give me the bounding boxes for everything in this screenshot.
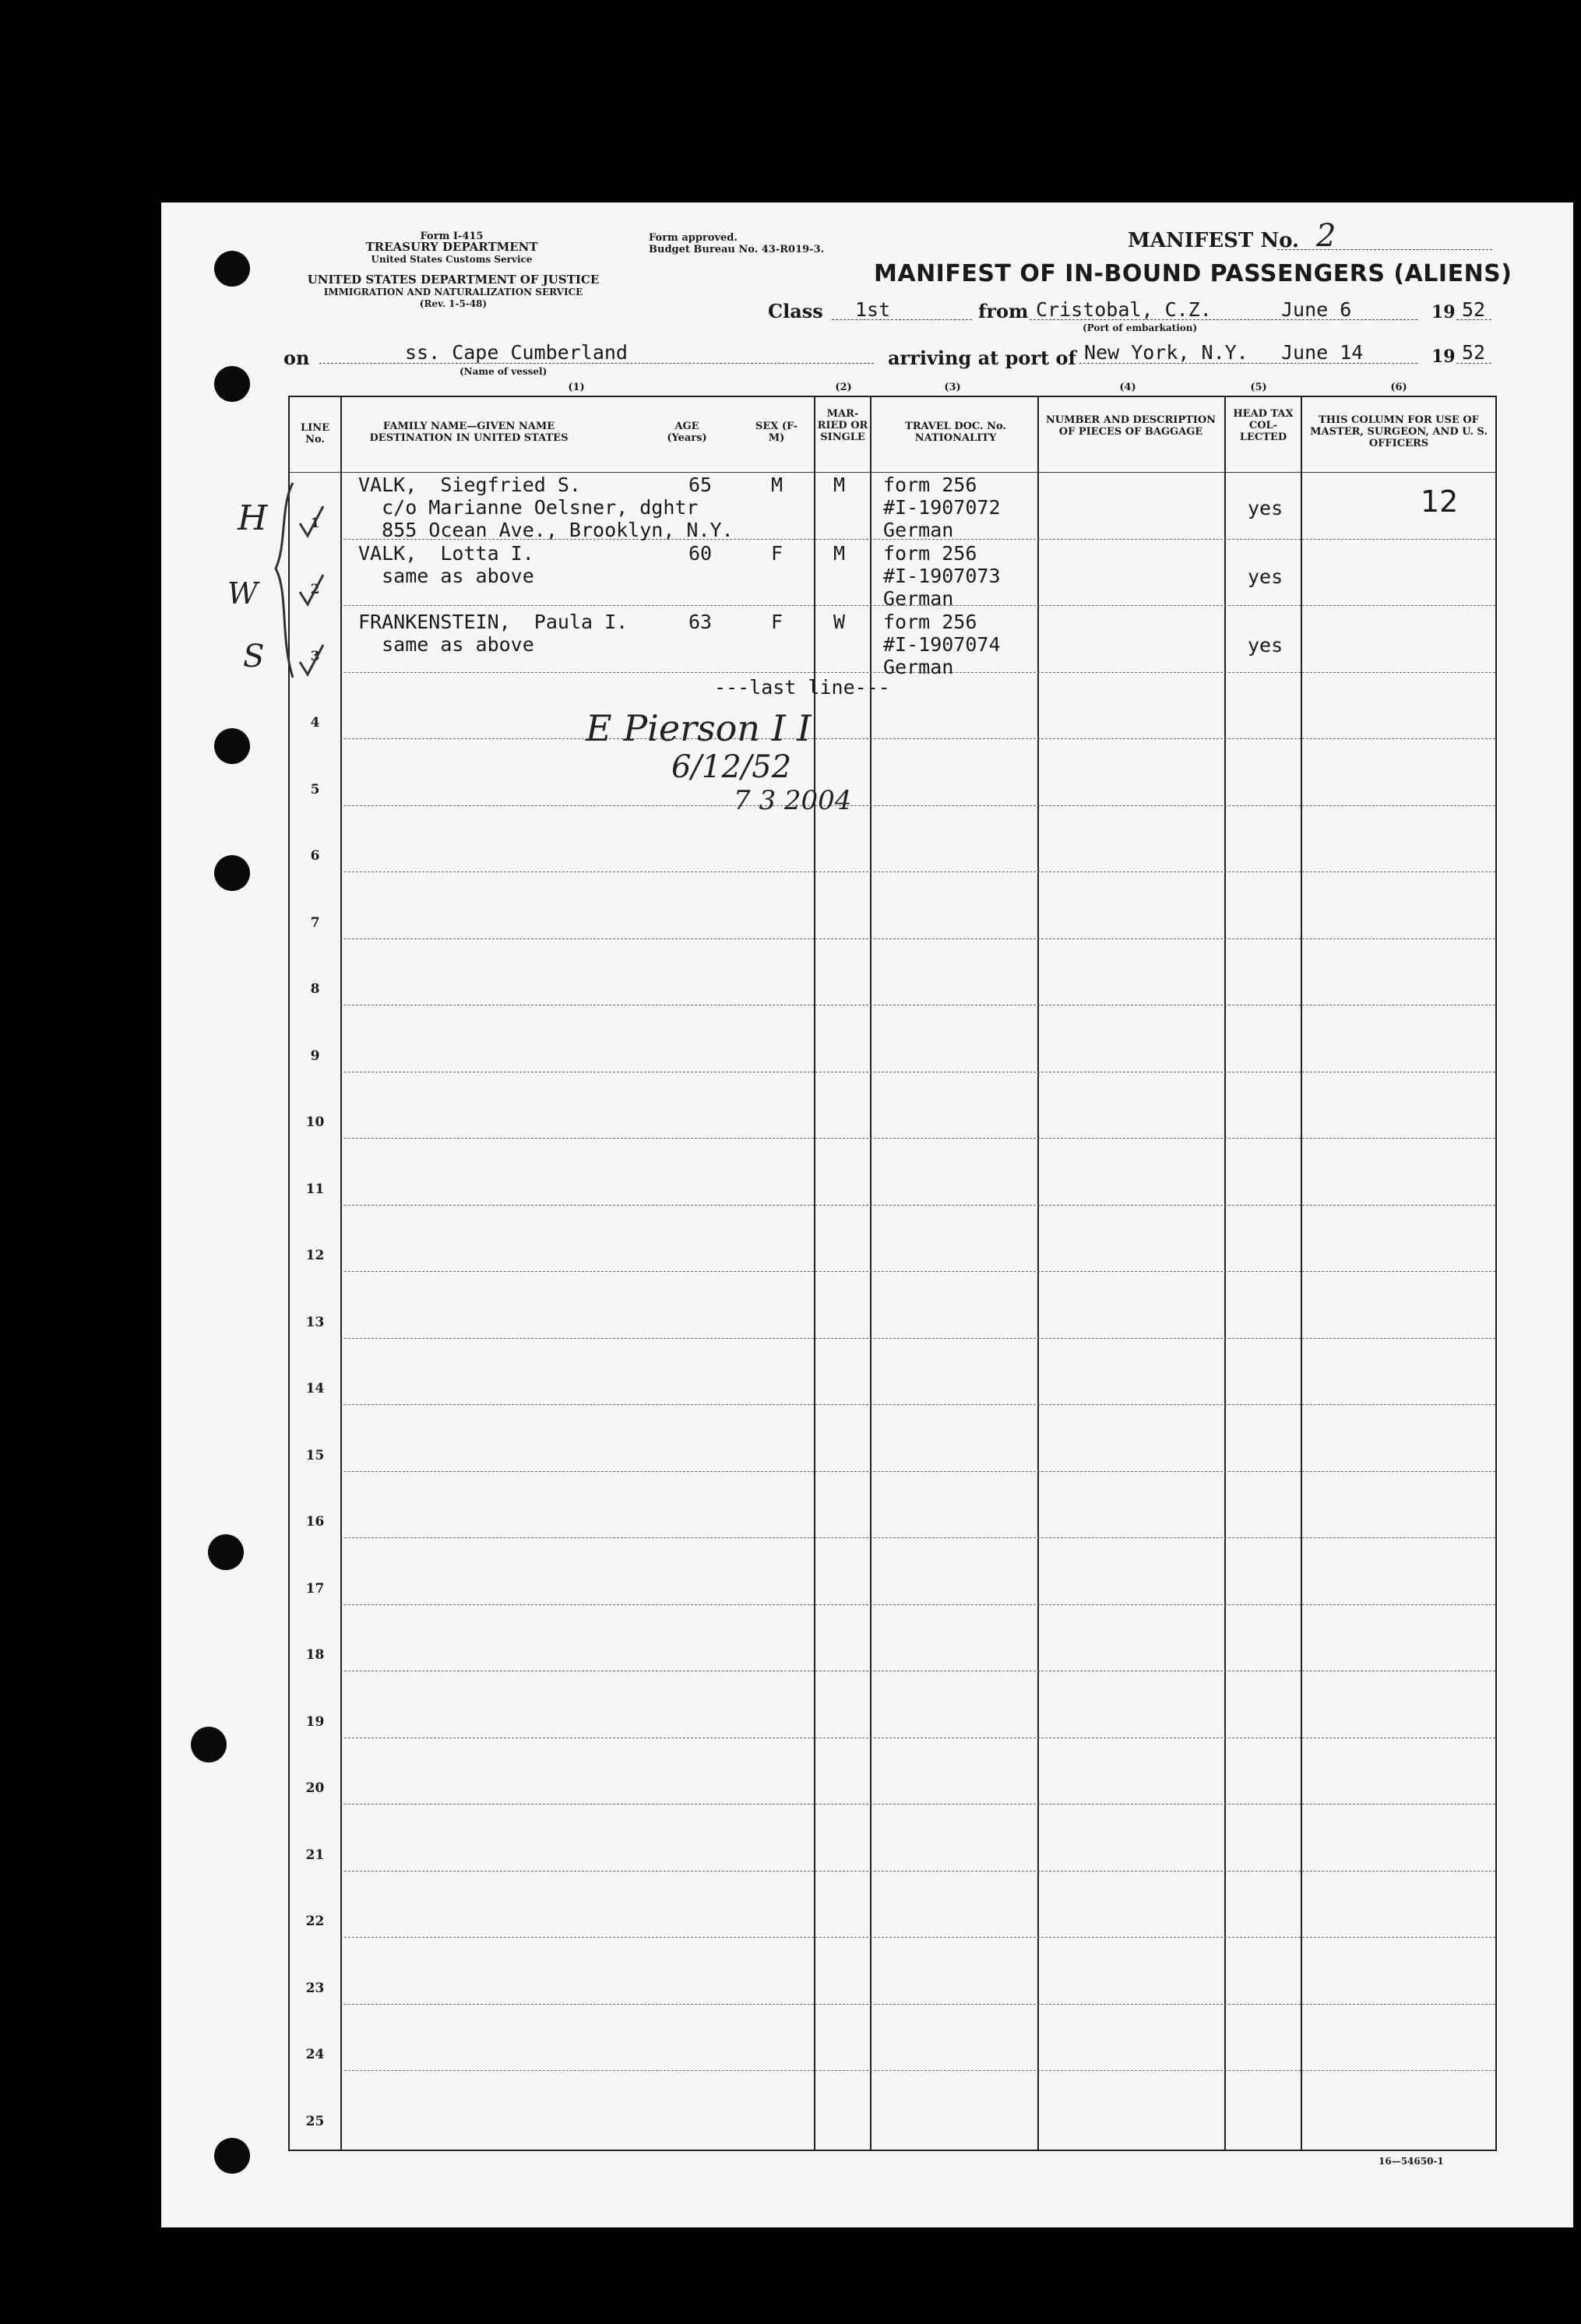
line-number: 3: [310, 648, 320, 664]
punch-hole: [191, 1727, 227, 1762]
row-divider: [340, 1138, 1495, 1139]
passenger-2-travel: form 256 #I-1907073 German: [883, 542, 1001, 610]
col-header-headtax: HEAD TAX COL-LECTED: [1233, 408, 1294, 443]
row-divider: [340, 1271, 1495, 1272]
justice-dept: UNITED STATES DEPARTMENT OF JUSTICE: [307, 273, 600, 287]
line-number: 24: [305, 2047, 325, 2062]
line-number: 4: [310, 715, 320, 731]
signature-date: 6/12/52: [671, 749, 792, 785]
revision: (Rev. 1-5-48): [419, 298, 488, 309]
col-divider: [814, 397, 815, 2150]
from-year-line: [1456, 319, 1491, 320]
vessel-line: [319, 363, 874, 364]
port-embarkation-caption: (Port of embarkation): [1083, 322, 1198, 333]
col-num-2: (2): [835, 382, 852, 393]
row-divider: [340, 1404, 1495, 1405]
arrival-port: New York, N.Y.: [1084, 341, 1248, 364]
passenger-1-age: 65: [688, 474, 713, 496]
line-number: 17: [305, 1580, 325, 1597]
passenger-2-marital: M: [833, 542, 846, 565]
arrival-year: 52: [1462, 341, 1486, 364]
passenger-1-sex: M: [771, 474, 783, 496]
row-divider: [340, 1205, 1495, 1206]
line-number: 18: [305, 1647, 325, 1663]
passenger-3-headtax: yes: [1248, 634, 1283, 657]
row-divider: [340, 938, 1495, 939]
arrival-date: June 14: [1281, 341, 1364, 364]
line-number: 16: [305, 1514, 325, 1530]
from-line: [1030, 319, 1417, 320]
inspector-signature: E Pierson I I: [586, 707, 812, 749]
passenger-2-age: 60: [688, 542, 713, 565]
row-divider: [340, 1338, 1495, 1339]
row-divider: [340, 1471, 1495, 1472]
line-number: 21: [305, 1847, 325, 1863]
from-label: from: [978, 300, 1029, 322]
from-year-prefix: 19: [1431, 302, 1456, 322]
row-divider: [340, 2004, 1495, 2005]
punch-hole: [208, 1534, 244, 1570]
col-num-5: (5): [1250, 382, 1267, 393]
passenger-2-headtax: yes: [1248, 565, 1283, 588]
col-divider: [1301, 397, 1302, 2150]
col-num-1: (1): [568, 382, 585, 393]
passenger-3-marital: W: [833, 611, 846, 633]
row-divider: [340, 2070, 1495, 2071]
on-label: on: [283, 347, 310, 369]
passenger-3-name: FRANKENSTEIN, Paula I. same as above: [358, 611, 629, 656]
margin-mark-s: S: [243, 639, 265, 674]
col-header-travel: TRAVEL DOC. No. NATIONALITY: [905, 421, 1006, 444]
line-number: 5: [310, 781, 320, 798]
line-number: 12: [305, 1248, 325, 1263]
margin-brace-checks: [265, 475, 350, 685]
arrival-line: [1079, 363, 1417, 364]
passenger-1-officer: 12: [1421, 484, 1459, 519]
col-header-married: MAR-RIED OR SINGLE: [817, 408, 868, 443]
line-number: 15: [305, 1447, 325, 1463]
col-header-name: FAMILY NAME—GIVEN NAME DESTINATION IN UNITED STATES: [369, 421, 569, 444]
passenger-1-headtax: yes: [1248, 497, 1283, 519]
treasury-dept: TREASURY DEPARTMENT: [365, 240, 538, 254]
from-date: June 6: [1281, 298, 1352, 321]
from-year: 52: [1462, 298, 1486, 321]
line-number: 13: [305, 1314, 325, 1330]
col-divider: [1224, 397, 1226, 2150]
passenger-3-sex: F: [771, 611, 783, 633]
arrival-year-line: [1456, 363, 1491, 364]
last-line-marker: ---last line---: [714, 676, 890, 699]
col-header-age: AGE (Years): [667, 421, 707, 444]
punch-hole: [214, 855, 250, 891]
manifest-no-label: MANIFEST No.: [1128, 229, 1300, 252]
passenger-1-travel: form 256 #I-1907072 German: [883, 474, 1001, 541]
line-number: 8: [310, 981, 320, 997]
passenger-2-sex: F: [771, 542, 783, 565]
line-number: 25: [305, 2113, 325, 2129]
arriving-label: arriving at port of: [888, 347, 1076, 369]
manifest-no-value: 2: [1316, 218, 1336, 254]
margin-mark-h: H: [238, 498, 268, 538]
passenger-1-name: VALK, Siegfried S. c/o Marianne Oelsner, dghtr 855 Ocean Ave., Brooklyn, N.Y.: [358, 474, 734, 541]
budget-bureau: Budget Bureau No. 43-R019-3.: [649, 244, 825, 255]
document-title: MANIFEST OF IN-BOUND PASSENGERS (ALIENS): [874, 260, 1512, 287]
col-num-6: (6): [1390, 382, 1407, 393]
line-number: 9: [310, 1048, 320, 1064]
line-number: 2: [310, 582, 320, 597]
passenger-1-marital: M: [833, 474, 846, 496]
col-num-4: (4): [1119, 382, 1136, 393]
from-port: Cristobal, C.Z.: [1036, 298, 1212, 321]
col-header-baggage: NUMBER AND DESCRIPTION OF PIECES OF BAGGAGE: [1045, 414, 1217, 438]
line-number: 1: [310, 515, 320, 531]
form-approved: Form approved.: [649, 232, 738, 244]
passenger-3-age: 63: [688, 611, 713, 633]
line-number: 11: [305, 1181, 325, 1197]
line-number: 19: [305, 1713, 325, 1730]
col-header-sex: SEX (F-M): [755, 421, 798, 444]
line-number: 10: [305, 1114, 325, 1130]
passenger-table: [288, 396, 1497, 2151]
vessel-caption: (Name of vessel): [460, 366, 548, 377]
signature-code: 7 3 2004: [734, 785, 852, 816]
punch-hole: [214, 251, 250, 287]
ins-service: IMMIGRATION AND NATURALIZATION SERVICE: [323, 287, 583, 298]
class-label: Class: [768, 300, 823, 322]
class-line: [832, 319, 972, 320]
punch-hole: [214, 2138, 250, 2174]
row-divider: [340, 1804, 1495, 1805]
passenger-2-name: VALK, Lotta I. same as above: [358, 542, 534, 587]
customs-service: United States Customs Service: [371, 254, 533, 265]
line-number: 6: [310, 848, 320, 864]
row-divider: [340, 1604, 1495, 1605]
line-number: 20: [305, 1780, 325, 1796]
col-header-officers: THIS COLUMN FOR USE OF MASTER, SURGEON, AND U. S. OFFICERS: [1310, 414, 1488, 449]
class-value: 1st: [855, 298, 891, 321]
line-number: 7: [310, 914, 320, 931]
row-divider: [340, 1537, 1495, 1538]
line-number: 22: [305, 1914, 325, 1929]
col-divider: [870, 397, 871, 2150]
margin-mark-w: W: [227, 576, 259, 611]
line-number: 23: [305, 1980, 325, 1996]
col-header-line-no: LINE No.: [300, 422, 329, 445]
col-num-3: (3): [944, 382, 961, 393]
form-number: Form I-415: [420, 231, 484, 242]
row-divider: [340, 738, 1495, 739]
header-rule: [290, 472, 1495, 473]
row-divider: [340, 805, 1495, 806]
row-divider: [340, 1871, 1495, 1872]
vessel-name: ss. Cape Cumberland: [405, 341, 628, 364]
manifest-no-line: [1277, 249, 1492, 250]
line-number: 14: [305, 1381, 325, 1396]
punch-hole: [214, 728, 250, 764]
punch-hole: [214, 366, 250, 402]
row-divider: [340, 1937, 1495, 1938]
col-divider: [1037, 397, 1039, 2150]
footer-form-code: 16—54650-1: [1379, 2156, 1444, 2167]
passenger-3-travel: form 256 #I-1907074 German: [883, 611, 1001, 678]
arrival-year-prefix: 19: [1431, 347, 1456, 367]
